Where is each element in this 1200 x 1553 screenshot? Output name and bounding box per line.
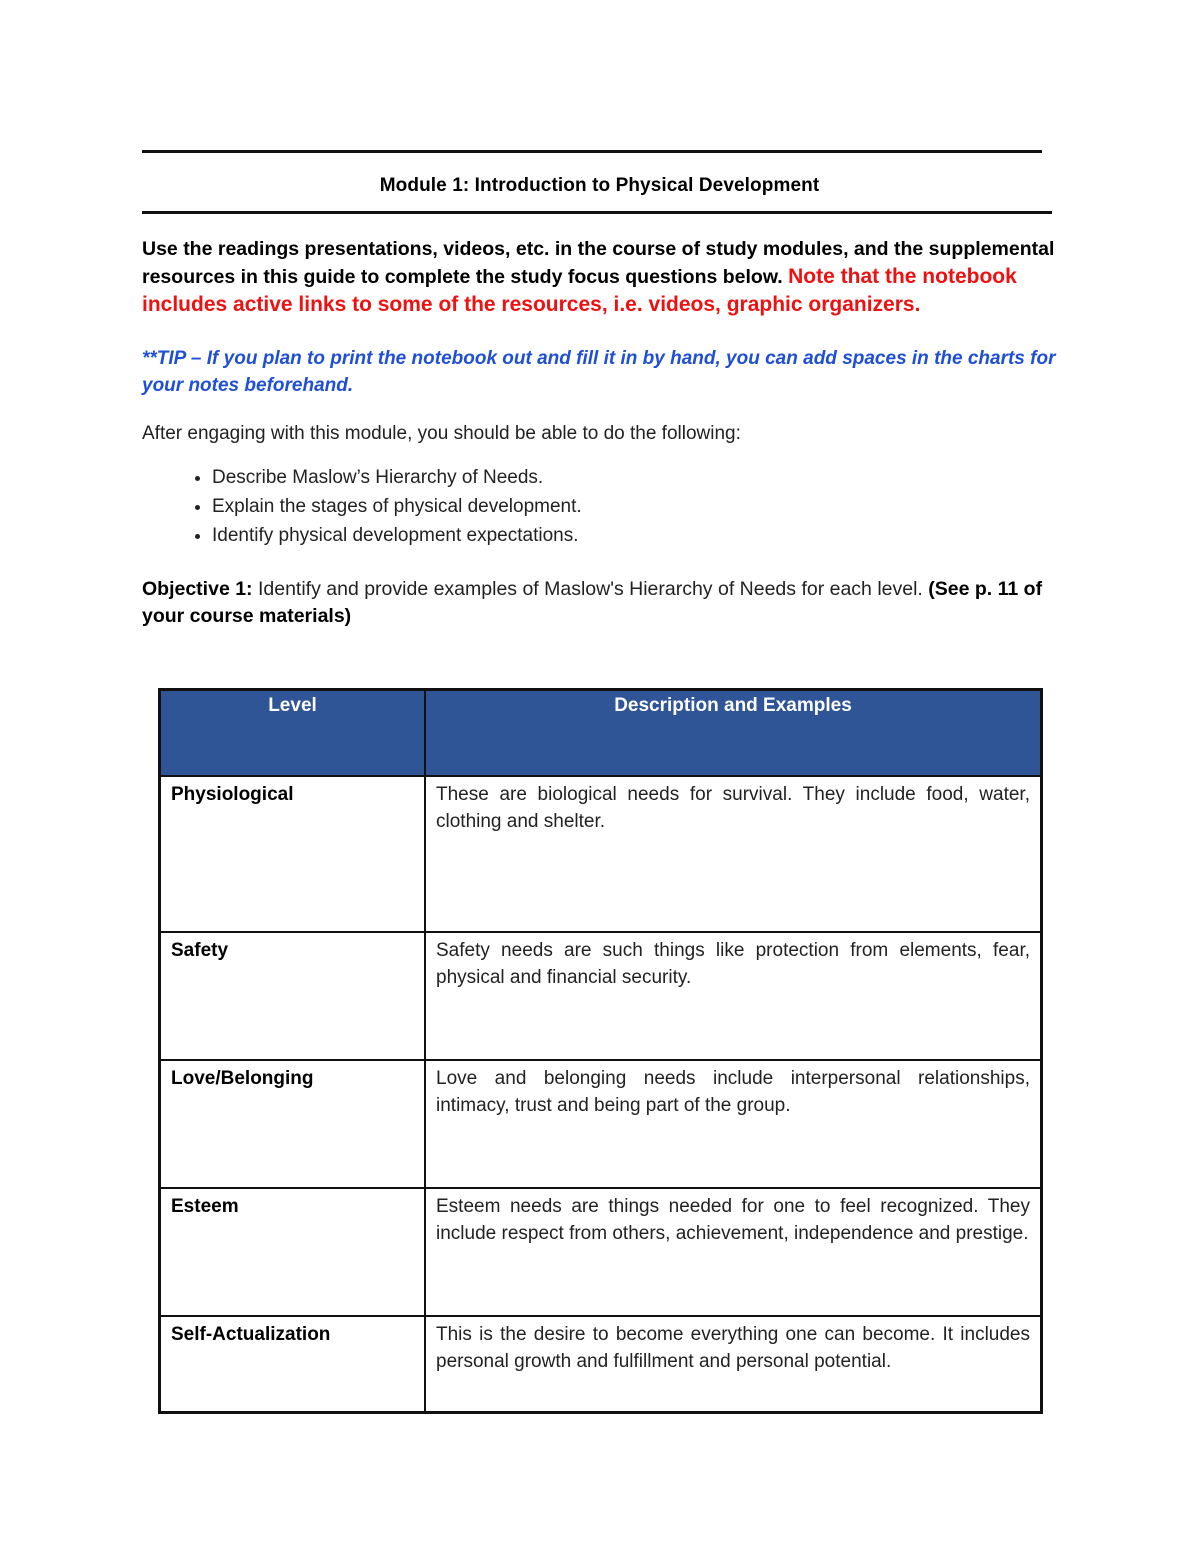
document-page <box>142 150 1057 630</box>
list-item: • Describe Maslow’s Hierarchy of Needs. <box>212 463 1057 492</box>
level-cell: Safety <box>160 932 426 1060</box>
bottom-divider <box>142 211 1052 214</box>
instructions-text: Use the readings presentations, videos, etc. in the course of study modules, and the supplemental resources in this guide to complete the study focus questions below. <box>142 238 1055 288</box>
description-cell[interactable]: Safety needs are such things like protection from elements, fear, physical and financial security. <box>425 932 1042 1060</box>
level-cell: Esteem <box>160 1188 426 1316</box>
table-row <box>160 776 1042 932</box>
description-cell[interactable]: Esteem needs are things needed for one to feel recognized. They include respect from others, achievement, independence and prestige. <box>425 1188 1042 1316</box>
level-cell: Love/Belonging <box>160 1060 426 1188</box>
list-item: • Identify physical development expectations. <box>212 521 1057 550</box>
table-row <box>160 1316 1042 1413</box>
tip-paragraph: **TIP – If you plan to print the notebook out and fill it in by hand, you can add spaces in the charts for your notes beforehand. <box>142 348 1056 396</box>
description-cell[interactable]: Love and belonging needs include interpersonal relationships, intimacy, trust and being part of the group. <box>425 1060 1042 1188</box>
module-title: Module 1: Introduction to Physical Development <box>379 175 820 196</box>
maslow-table <box>158 688 1043 1414</box>
level-cell: Physiological <box>160 776 426 932</box>
outcomes-intro: After engaging with this module, you should be able to do the following: <box>142 423 741 444</box>
objective-reference: (See p. 11 of your course materials) <box>142 578 1043 627</box>
description-cell[interactable]: These are biological needs for survival. They include food, water, clothing and shelter. <box>425 776 1042 932</box>
objective-label: Objective 1: <box>142 578 253 600</box>
header-description: Description and Examples <box>425 690 1042 777</box>
header-level: Level <box>160 690 426 777</box>
outcomes-list <box>142 463 1057 550</box>
instructions-paragraph <box>142 236 1057 319</box>
table-row <box>160 1188 1042 1316</box>
notebook-links-note: Note that the notebook includes active links to some of the resources, i.e. videos, graphic organizers. <box>142 265 1017 316</box>
level-cell: Self-Actualization <box>160 1316 426 1413</box>
objective-text: Identify and provide examples of Maslow's Hierarchy of Needs for each level. <box>252 578 929 600</box>
table-row <box>160 1060 1042 1188</box>
table-header-row <box>160 690 1042 777</box>
description-cell[interactable]: This is the desire to become everything one can become. It includes personal growth and fulfillment and personal potential. <box>425 1316 1042 1413</box>
objective-paragraph <box>142 576 1057 630</box>
table-row <box>160 932 1042 1060</box>
list-item: • Explain the stages of physical development. <box>212 492 1057 521</box>
top-divider <box>142 150 1042 153</box>
